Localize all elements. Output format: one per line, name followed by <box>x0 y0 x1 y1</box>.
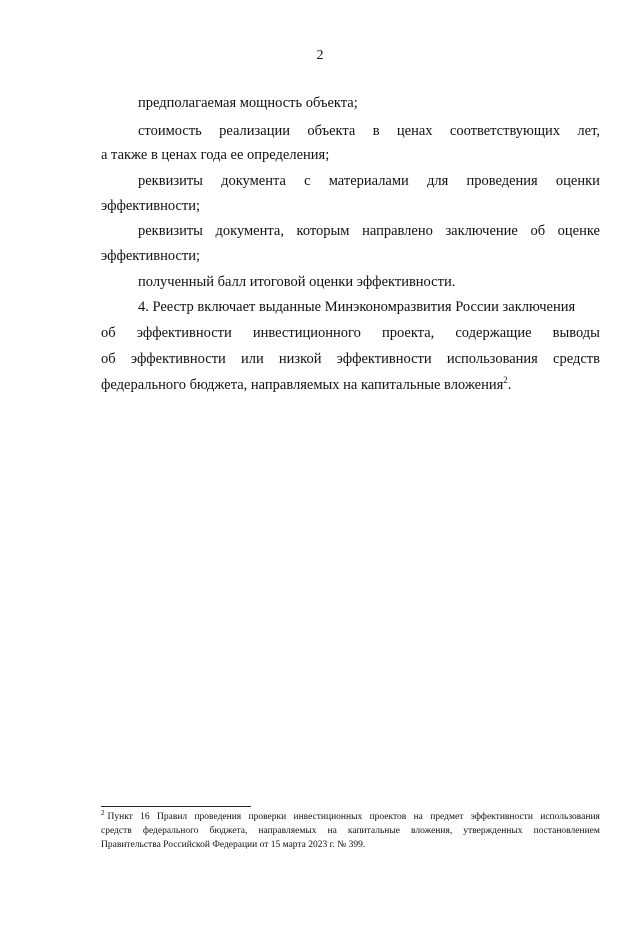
word: инвестиционного <box>252 325 361 341</box>
footnote-reference[interactable]: 2 <box>503 375 508 386</box>
word: эффективности <box>336 351 432 367</box>
footnote-separator <box>101 806 251 807</box>
word: лет, <box>577 123 600 139</box>
word: капитальные <box>347 826 400 836</box>
word: проведения <box>466 173 538 189</box>
word: направляемых <box>258 826 317 836</box>
word: эффективности <box>470 812 533 822</box>
footnote-first-word <box>101 808 133 824</box>
word: проектов <box>369 812 407 822</box>
page-number: 2 <box>316 48 324 63</box>
footnote-line-3: Правительства Российской Федерации от 15 марта 2023 г. № 399. <box>101 840 366 850</box>
line-end: . <box>507 377 512 393</box>
word: использования <box>446 351 538 367</box>
word: оценки <box>555 173 600 189</box>
word: на <box>413 812 423 822</box>
paragraph-line-9: 4. Реестр включает выданные Минэкономразвития России заключения <box>138 299 576 315</box>
paragraph-line-12 <box>101 375 511 395</box>
word: средств <box>553 351 600 367</box>
word: предмет <box>430 812 464 822</box>
footnote-line-2 <box>101 825 600 838</box>
word: соответствующих <box>449 123 561 139</box>
paragraph-line-7: эффективности; <box>101 248 201 264</box>
word: в <box>372 123 380 139</box>
word: эффективности <box>136 325 232 341</box>
line-text: федерального бюджета, направляемых на капитальные вложения <box>101 377 504 393</box>
word: реквизиты <box>138 223 203 239</box>
word: об <box>101 351 116 367</box>
word: выводы <box>552 325 600 341</box>
word: бюджета, <box>209 826 248 836</box>
word: Пункт <box>107 812 133 822</box>
word: постановлением <box>533 826 600 836</box>
word: 16 <box>140 812 150 822</box>
word: материалами <box>328 173 409 189</box>
word: использования <box>540 812 600 822</box>
word: низкой <box>278 351 322 367</box>
word: документа, <box>215 223 284 239</box>
word: проекта, <box>381 325 435 341</box>
word: или <box>240 351 264 367</box>
paragraph-line-4 <box>138 171 600 191</box>
paragraph-line-2 <box>138 121 600 141</box>
word: документа <box>221 173 286 189</box>
word: реализации <box>219 123 290 139</box>
paragraph-line-1: предполагаемая мощность объекта; <box>138 95 358 111</box>
word: об <box>101 325 116 341</box>
word: реквизиты <box>138 173 203 189</box>
paragraph-line-6 <box>138 221 600 241</box>
word: объекта <box>307 123 356 139</box>
word: проверки <box>248 812 287 822</box>
word: направлено <box>362 223 433 239</box>
word: проведения <box>194 812 242 822</box>
word: содержащие <box>455 325 532 341</box>
word: которым <box>296 223 350 239</box>
paragraph-line-3: а также в ценах года ее определения; <box>101 147 330 163</box>
word: утвержденных <box>463 826 523 836</box>
word: эффективности <box>130 351 226 367</box>
paragraph-line-10 <box>101 323 600 343</box>
paragraph-line-8: полученный балл итоговой оценки эффективности. <box>138 274 456 290</box>
word: с <box>304 173 311 189</box>
word: об <box>530 223 546 239</box>
word: для <box>426 173 449 189</box>
word: на <box>327 826 337 836</box>
footnote-line-1 <box>101 808 600 824</box>
paragraph-line-5: эффективности; <box>101 198 201 214</box>
word: оценке <box>557 223 600 239</box>
word: заключение <box>445 223 518 239</box>
word: стоимость <box>138 123 202 139</box>
paragraph-line-11 <box>101 349 600 369</box>
word: федерального <box>142 826 199 836</box>
word: вложения, <box>411 826 453 836</box>
word: инвестиционных <box>293 812 363 822</box>
word: ценах <box>396 123 433 139</box>
word: Правил <box>157 812 188 822</box>
word: средств <box>101 826 132 836</box>
footnote-mark: 2 <box>101 808 105 817</box>
